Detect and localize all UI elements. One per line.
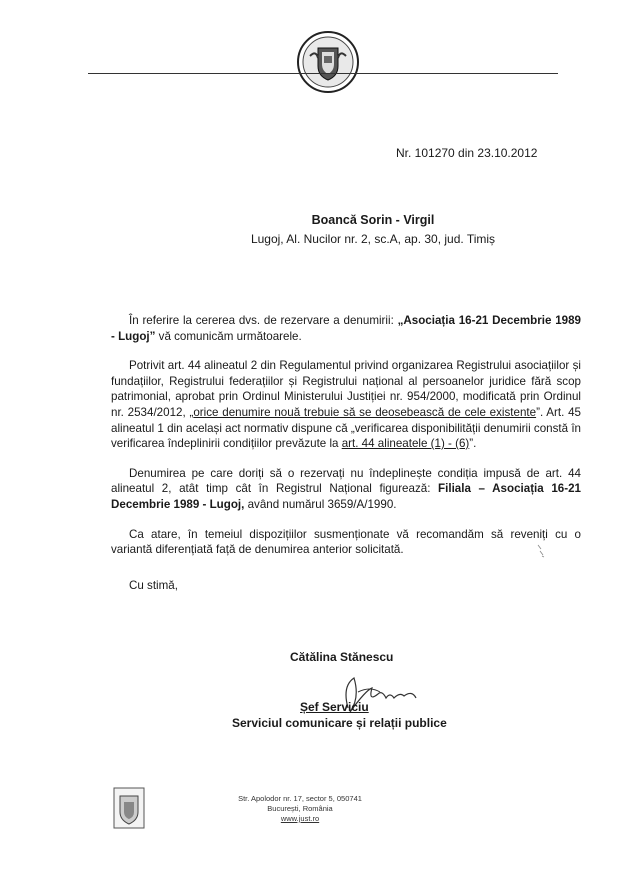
recipient-name: Boancă Sorin - Virgil: [311, 213, 435, 227]
p2-text-e: ”.: [469, 437, 477, 451]
paragraph-1: [111, 313, 581, 344]
closing-greeting: Cu stimă,: [129, 578, 178, 592]
signatory-department: Serviciul comunicare și relații publice: [232, 716, 447, 730]
footer-city: București, România: [267, 804, 333, 813]
paragraph-2: [111, 358, 581, 452]
ministry-logo-icon: [112, 786, 146, 830]
p2-article-ref: art. 44 alineatele (1) - (6): [341, 437, 470, 451]
paragraph-3: [111, 466, 581, 513]
coat-of-arms-icon: [296, 30, 360, 94]
footer-website-link[interactable]: www.just.ro: [280, 814, 320, 823]
p3-text-a: Denumirea pe care doriți să o rezervați nu îndeplinește condiția impusă de art. 44 alineatul 2, atât timp cât în Registrul Național figurează:: [111, 466, 581, 496]
p1-text-c: vă comunicăm următoarele.: [155, 329, 302, 343]
reference-number: Nr. 101270 din 23.10.2012: [396, 146, 538, 160]
signatory-name: Cătălina Stănescu: [290, 650, 394, 664]
footer-street: Str. Apolodor nr. 17, sector 5, 050741: [238, 794, 362, 803]
recipient-address: Lugoj, Al. Nucilor nr. 2, sc.A, ap. 30, jud. Timiș: [250, 232, 496, 246]
header-divider: [88, 73, 558, 74]
signatory-title: Șef Serviciu: [300, 700, 369, 714]
existing-entity: Filiala – Asociația 16-21 Decembrie 1989 - Lugoj,: [111, 482, 581, 511]
p2-text-a: Potrivit art. 44 alineatul 2 din Regulamentul privind organizarea Registrului asociațiilor și fundațiilor, Registrului federațiilor și Registrului național al persoanelor juridice fără scop patrimonial, aprobat prin Ordinul Ministerului Justiției nr. 954/2000, modificată prin Ordinul nr. 2534/2012, „: [111, 359, 581, 419]
paragraph-4: Ca atare, în temeiul dispozițiilor susmenționate vă recomandăm să reveniți cu o variantă diferențiată față de denumirea anterior solicitată.: [111, 527, 581, 557]
requested-name: „Asociația 16-21 Decembrie 1989 - Lugoj”: [111, 314, 581, 343]
p3-text-c: având numărul 3659/A/1990.: [244, 497, 397, 511]
p2-quote-underlined: orice denumire nouă trebuie să se deosebească de cele existente: [193, 405, 537, 419]
footer-address: [230, 794, 370, 824]
p1-text-a: În referire la cererea dvs. de rezervare a denumirii:: [129, 314, 398, 327]
p2-text-c: ”. Art. 45 alineatul 1 din același act normativ dispune că „verificarea disponibilității denumirii constă în verificarea îndeplinirii condițiilor prevăzute la: [111, 405, 582, 451]
scan-mark: [536, 543, 546, 559]
letter-body: [111, 313, 581, 607]
